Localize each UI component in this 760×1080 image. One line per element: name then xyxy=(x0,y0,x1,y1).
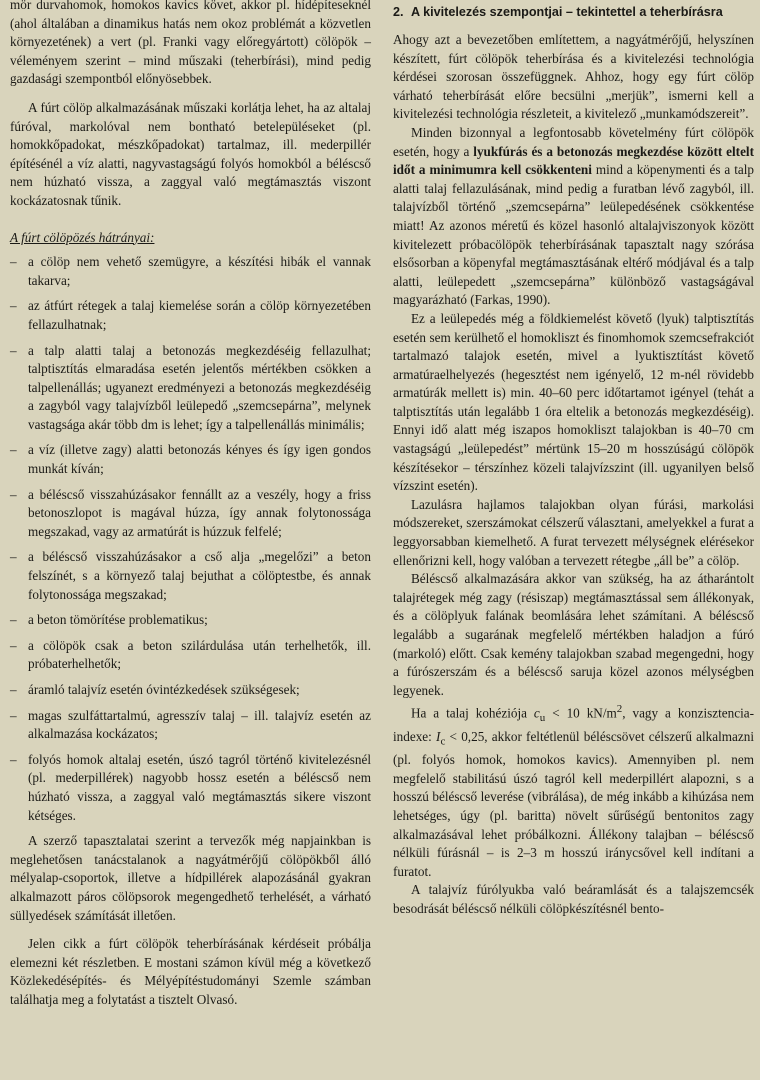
text-run: Minden bizonnyal a legfontosabb követelmény fúrt cölöpök esetén, hogy a xyxy=(393,124,754,159)
math-subscript: c xyxy=(440,735,446,748)
paragraph: A talajvíz fúrólyukba való beáramlását és a talajszemcsék besodrását béléscső nélküli cölöpkészítésnél bento- xyxy=(393,882,754,916)
list-item: – az átfúrt rétegek a talaj kiemelése során a cölöp környezetében fellazulhatnak; xyxy=(10,297,371,334)
text-run: , vagy a konzisztencia-indexe: xyxy=(393,705,754,744)
text-run: mind a köpenymenti és a talp alatti talaj fellazulásának, mind pedig a furatban lévő zagyból, ill. talajvízből történő „szemcsepárna” leülepedésének csökkentése miatt! Az azonos méretű és közel hasonló altalajviszonyok között kivitelezett próbacölöpök teherbírásának tapasztalt nagy szórása elsősorban a köpenyfal megtámasztásának eltérő módjával és a talp alatti, leülepedett „szemcsepárna” különböző vastagságával magyarázható (Farkas, 1990). xyxy=(393,162,755,308)
math-subscript: u xyxy=(539,712,546,725)
text-run: < 10 kN/m xyxy=(545,705,617,721)
intro-paragraph: mör durvahomok, homokos kavics követ, akkor pl. hídépíteseknél (ahol általában a dinamikus hatás nem okoz problémát a közvetlen környezetének) a vert (pl. Franki vagy előregyártott) cölöpök – véleményem szerint – mind műszaki (teherbírási), mind pedig gazdasági szempontból előnyösebbek. xyxy=(10,0,371,87)
math-superscript: 2 xyxy=(616,703,623,716)
list-item: – a béléscső visszahúzásakor fennállt az a veszély, hogy a friss betonoszlopot is magával húzza, így annak folytonossága megszakad, vagy az armatúrát is húzzuk felfelé; xyxy=(10,486,371,542)
disadvantages-heading: A fúrt cölöpözés hátrányai: xyxy=(10,229,155,245)
paragraph xyxy=(393,124,754,310)
bold-emphasis: lyukfúrás és a betonozás megkezdése között eltelt időt a minimumra kell csökkenteni xyxy=(393,143,754,178)
list-item: – folyós homok altalaj esetén, úszó tagról történő kivitelezésnél (pl. mederpillérek) nagyobb hossz esetén a béléscső nem húzható vissza, a zaggyal való megtámasztás sikere viszont kétséges. xyxy=(10,751,371,825)
list-item: – a talp alatti talaj a betonozás megkezdéséig fellazulhat; talptisztítás elmaradása esetén jelentős mértékben csökken a talpellenállás; ugyanezt eredményezi a betonozás megkezdéséig a zagyból vagy talajvízből leülepedő „szemcsepárna”, melynek vastagsága akár több dm is lehet; így a talpellenállás minimális; xyxy=(10,342,371,435)
list-item: – a víz (illetve zagy) alatti betonozás kényes és így igen gondos munkát kíván; xyxy=(10,441,371,478)
list-item: – a cölöp nem vehető szemügyre, a készítési hibák el vannak takarva; xyxy=(10,253,371,290)
math-symbol: I xyxy=(436,729,441,744)
limit-paragraph: A fúrt cölöp alkalmazásának műszaki korlátja lehet, ha az altalaj fúróval, markolóval nem bontható betelepüléseket (pl. homokkőpadokat, mészkőpadokat) tartalmaz, ill. mederpillér építésénél a víz alatti, nagyvastagságú folyós homokból a béléscső nem húzható vissza, a zaggyal való megtámasztás viszont kockázatosnak tűnik. xyxy=(10,99,371,208)
left-column xyxy=(10,0,371,1080)
list-item: – áramló talajvíz esetén óvintézkedések szükségesek; xyxy=(10,681,371,700)
paragraph: Ez a leülepedés még a földkiemelést követő (lyuk) talptisztítás esetén sem kerülhető el homokliszt és finomhomok szemcsefrakciót tartalmazó talajok esetén, mivel a lyuktisztítást követő armatúraelhelyezés (hegesztést nem igényelő, 12 m-nél rövidebb armatúrák mellett is) min. 40–60 perc időtartamot igényel (tehát a talptisztítás után legalább 1 óra eltelik a betonozás megkezdéséig). Ennyi idő alatt még iszapos homokliszt talajokban is 40–70 cm vastagságú „leülepedést” mértünk 15–20 m hosszúságú cölöpök készítésekor – térszínhez közeli talajvízszint (ill. ugyanilyen belső vízszint esetén). xyxy=(393,310,754,494)
section-number: 2. xyxy=(393,5,404,19)
closing-paragraph: Jelen cikk a fúrt cölöpök teherbírásának kérdéseit próbálja elemezni két részletben. E mostani számon kívül még a következő Közlekedésépítés- és Mélyépítéstudományi Szemle számban találhatja meg a folytatást a tisztelt Olvasó. xyxy=(10,936,371,1007)
math-symbol: c xyxy=(533,705,540,721)
author-paragraph: A szerző tapasztalatai szerint a tervezők még napjainkban is meglehetősen tanácstalanok a nagyátmérőjű cölöpökből álló mélyalap-csoportok, illetve a hídpillérek alapozásánál gyakran alkalmazott páros cölöpsorok megengedhető terhelését, a várható süllyedések számítását illetően. xyxy=(10,833,371,923)
text-run: Ha a talaj kohéziója xyxy=(411,705,534,721)
list-item: – a beton tömörítése problematikus; xyxy=(10,611,371,630)
text-run: < 0,25, akkor feltétlenül béléscsövet célszerű alkalmazni (pl. folyós homok, homokos kavics). Amennyiben pl. nem megfelelő stabilitású úszó tagról kell mederpillért alapozni, s a hosszú béléscső leverése (vibrálása), de még inkább a kihúzása nem lehetséges, úgy (pl. baritta) növelt sűrűségű bentonitos zagy alkalmazásával lehet próbálkozni. Állékony talajban – béléscső nélküli fúrásnál – is 2–3 m hosszú iránycsővel kell indítani a furatot. xyxy=(393,729,754,879)
list-item: – a béléscső visszahúzásakor a cső alja „megelőzi” a beton felszínét, s a környező talaj bejuthat a cölöptestbe, és annak folytonossága megszakad; xyxy=(10,548,371,604)
right-column xyxy=(393,4,754,1080)
section-title: A kivitelezés szempontjai – tekintettel a teherbírásra xyxy=(411,5,723,19)
disadvantages-list xyxy=(10,253,371,825)
list-item: – a cölöpök csak a beton szilárdulása után terhelhetők, ill. próbaterhelhetők; xyxy=(10,637,371,674)
paragraph: Béléscső alkalmazására akkor van szükség, ha az átharántolt talajrétegek még zagy (résiszap) megtámasztással sem állékonyak, és a cölöplyuk falának beomlására lehet számítani. A béléscső legalább a sugarának megfelelő mértékben haladjon a fúró (markoló) előtt. Csak kemény talajokban szabad megengedni, hogy a fúrószerszám és a béléscső saruja közel azonos mélységben legyenek. xyxy=(393,571,754,698)
paragraph: Ahogy azt a bevezetőben említettem, a nagyátmérőjű, helyszínen készített, fúrt cölöpök teherbírása és a kivitelezési technológia kérdései szorosan összefüggnek. Ahhoz, hogy egy fúrt cölöp várható teherbírását előre becsülni „merjük”, ismerni kell a kivitelezési technológia részleteit, a kivitelező „munkamódszereit”. xyxy=(393,32,754,122)
paragraph xyxy=(393,700,754,881)
list-item: – magas szulfáttartalmú, agresszív talaj – ill. talajvíz esetén az alkalmazása kockázatos; xyxy=(10,707,371,744)
section-heading xyxy=(393,4,754,21)
paragraph: Lazulásra hajlamos talajokban olyan fúrási, markolási módszereket, szerszámokat célszerű választani, amelyekkel a furat a leggyorsabban kiemelhető. A furat tervezett mélységnek elérésekor ellenőrizni kell, hogy valóban a tervezett rétegbe „áll be” a cölöp. xyxy=(393,496,754,568)
